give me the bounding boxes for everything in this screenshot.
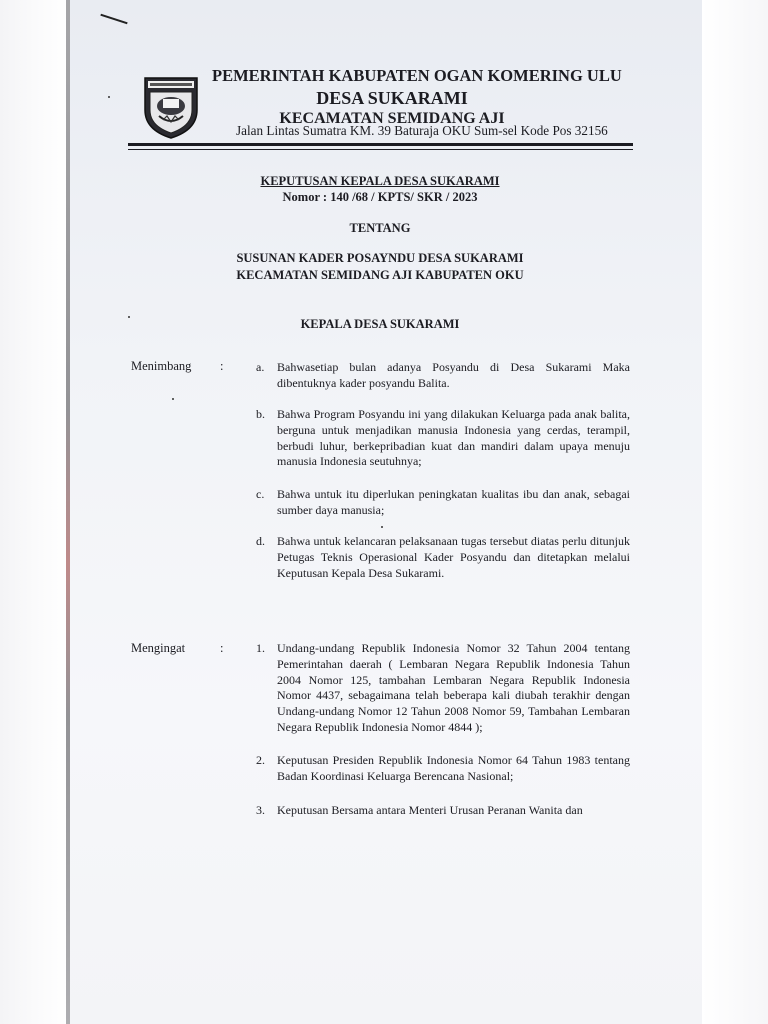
decree-heading: KEPUTUSAN KEPALA DESA SUKARAMI: [260, 174, 500, 188]
mengingat-item-2-text: Keputusan Presiden Republik Indonesia Nomor 64 Tahun 1983 tentang Badan Koordinasi Keluarga Berencana Nasional;: [277, 753, 630, 783]
decree-subject-line-1: SUSUNAN KADER POSAYNDU DESA SUKARAMI: [236, 251, 524, 265]
letterhead-village: DESA SUKARAMI: [316, 88, 468, 108]
menimbang-item-a-text: Bahwasetiap bulan adanya Posyandu di Desa Sukarami Maka dibentuknya kader posyandu Balita.: [277, 360, 630, 390]
menimbang-item-b-text: Bahwa Program Posyandu ini yang dilakukan Keluarga pada anak balita, berguna untuk menjadikan manusia Indonesia yang cerdas, terampil, berbudi luhur, berkepribadian kuat dan mandiri dalam upaya menuju manusia Indonesia seutuhnya;: [277, 407, 630, 469]
scan-background-left: [0, 0, 68, 1024]
scan-speck: [108, 96, 110, 98]
mengingat-colon: :: [220, 641, 224, 655]
ogan-komering-ulu-emblem-icon: [141, 72, 201, 140]
mengingat-item-1-text: Undang-undang Republik Indonesia Nomor 32 Tahun 2004 tentang Pemerintahan daerah ( Lembaran Negara Republik Indonesia Tahun 2004 Nomor 125, tambahan Lembaran Negara Republik Indonesia Nomor 4437, sebagaimana telah beberapa kali diubah terakhir dengan Undang-undang Nomor 12 Tahun 2008 Nomor 59, Tambahan Lembaran Negara Republik Indonesia Nomor 4844 );: [277, 641, 630, 734]
mengingat-item-3-marker: 3.: [256, 803, 265, 817]
letterhead-district: KECAMATAN SEMIDANG AJI: [279, 110, 505, 127]
letterhead-rule-thin: [128, 149, 633, 150]
scan-speck: [381, 526, 383, 528]
mengingat-label: Mengingat: [131, 641, 186, 655]
decree-number: Nomor : 140 /68 / KPTS/ SKR / 2023: [282, 190, 478, 204]
scan-speck: [128, 316, 130, 318]
menimbang-item-b-marker: b.: [256, 407, 265, 421]
decree-about-label: TENTANG: [349, 221, 411, 235]
menimbang-colon: :: [220, 359, 224, 373]
menimbang-item-c-marker: c.: [256, 487, 265, 501]
letterhead-address: Jalan Lintas Sumatra KM. 39 Baturaja OKU Sum-sel Kode Pos 32156: [236, 123, 608, 138]
decree-subject-line-2: KECAMATAN SEMIDANG AJI KABUPATEN OKU: [236, 268, 524, 282]
menimbang-item-d-text: Bahwa untuk kelancaran pelaksanaan tugas tersebut diatas perlu ditunjuk Petugas Teknis Operasional Kader Posyandu dan ditetapkan melalui Keputusan Kepala Desa Sukarami.: [277, 534, 630, 580]
letterhead-government: PEMERINTAH KABUPATEN OGAN KOMERING ULU: [212, 66, 622, 85]
menimbang-item-d-marker: d.: [256, 534, 265, 548]
decree-official-title: KEPALA DESA SUKARAMI: [300, 317, 460, 331]
menimbang-item-a-marker: a.: [256, 360, 265, 374]
menimbang-item-c-text: Bahwa untuk itu diperlukan peningkatan kualitas ibu dan anak, sebagai sumber daya manusia;: [277, 487, 630, 517]
mengingat-item-2-marker: 2.: [256, 753, 265, 767]
menimbang-label: Menimbang: [131, 359, 192, 373]
letterhead-rule-thick: [128, 143, 633, 146]
mengingat-item-1-marker: 1.: [256, 641, 265, 655]
scan-speck: [172, 398, 174, 400]
scan-background-right: [702, 0, 768, 1024]
mengingat-item-3-text: Keputusan Bersama antara Menteri Urusan Peranan Wanita dan: [277, 803, 583, 817]
